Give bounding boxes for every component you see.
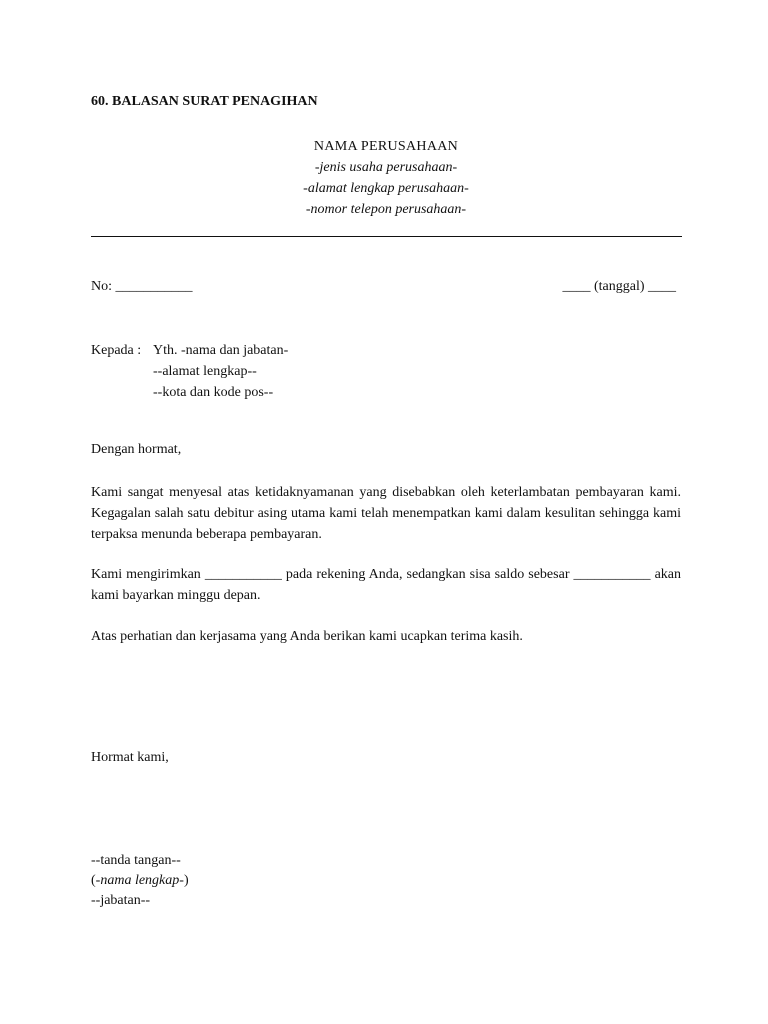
greeting: Dengan hormat,	[91, 442, 182, 457]
recipient-address: --alamat lengkap--	[153, 364, 257, 379]
signer-name-line	[91, 871, 189, 891]
recipient-label: Kepada :	[91, 343, 142, 358]
signer-name-open: (	[91, 873, 96, 888]
closing: Hormat kami,	[91, 750, 169, 765]
recipient-city: --kota dan kode pos--	[153, 385, 274, 400]
letterhead	[91, 136, 681, 220]
signature-block	[91, 851, 189, 911]
body-paragraph-2: Kami mengirimkan ___________ pada rekening Anda, sedangkan sisa saldo sebesar ___________ akan kami bayarkan minggu depan.	[91, 567, 681, 603]
letter-number: No: ___________	[91, 279, 193, 294]
signature-line: --tanda tangan--	[91, 853, 181, 868]
recipient-block	[91, 340, 288, 403]
document-title: 60. BALASAN SURAT PENAGIHAN	[91, 94, 318, 109]
signer-position: --jabatan--	[91, 893, 151, 908]
body-paragraph-3: Atas perhatian dan kerjasama yang Anda berikan kami ucapkan terima kasih.	[91, 629, 523, 644]
recipient-name: Yth. -nama dan jabatan-	[153, 343, 289, 358]
business-type: -jenis usaha perusahaan-	[314, 160, 458, 175]
company-phone: -nomor telepon perusahaan-	[305, 202, 467, 217]
company-address: -alamat lengkap perusahaan-	[303, 181, 469, 196]
company-name: NAMA PERUSAHAAN	[313, 139, 459, 154]
letter-date: ____ (tanggal) ____	[562, 279, 676, 294]
signer-name: -nama lengkap-	[95, 873, 184, 888]
letterhead-divider	[91, 236, 682, 237]
signer-name-close: )	[183, 873, 189, 888]
body-paragraph-1: Kami sangat menyesal atas ketidaknyamanan yang disebabkan oleh keterlambatan pembayaran kami. Kegagalan salah satu debitur asing utama kami telah menempatkan kami dalam kesulitan sehingga kami terpaksa menunda beberapa pembayaran.	[91, 485, 681, 542]
